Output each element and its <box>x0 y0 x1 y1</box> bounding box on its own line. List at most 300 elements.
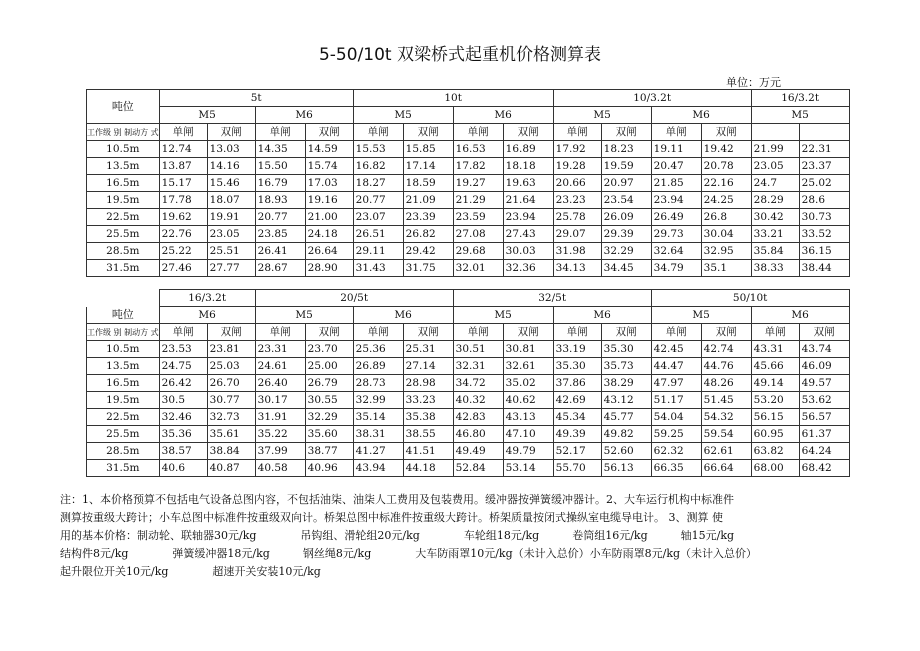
price-cell: 38.29 <box>601 375 651 392</box>
blank-cell <box>751 124 799 141</box>
price-cell: 26.49 <box>651 209 701 226</box>
price-cell: 23.70 <box>305 341 353 358</box>
single-brake-header: 单闸 <box>553 124 601 141</box>
price-cell: 23.23 <box>553 192 601 209</box>
price-cell: 35.36 <box>159 426 207 443</box>
table-row <box>87 341 850 358</box>
span-cell: 28.5m <box>87 243 160 260</box>
price-cell: 68.42 <box>799 460 849 477</box>
single-brake-header: 单闸 <box>353 324 403 341</box>
price-cell: 19.63 <box>503 175 553 192</box>
price-cell: 44.76 <box>701 358 751 375</box>
price-cell: 30.5 <box>159 392 207 409</box>
price-cell: 43.31 <box>751 341 799 358</box>
price-cell: 18.59 <box>403 175 453 192</box>
price-cell: 23.37 <box>799 158 849 175</box>
price-cell: 27.14 <box>403 358 453 375</box>
price-cell: 25.00 <box>305 358 353 375</box>
price-cell: 36.15 <box>799 243 849 260</box>
price-cell: 17.82 <box>453 158 503 175</box>
price-cell: 20.78 <box>701 158 751 175</box>
price-cell: 30.77 <box>207 392 255 409</box>
price-cell: 52.17 <box>553 443 601 460</box>
span-cell: 10.5m <box>87 341 160 358</box>
price-cell: 40.87 <box>207 460 255 477</box>
price-cell: 34.79 <box>651 260 701 277</box>
price-cell: 49.82 <box>601 426 651 443</box>
tonnage-header: 吨位 <box>87 307 160 324</box>
price-cell: 19.16 <box>305 192 353 209</box>
table-row <box>87 192 850 209</box>
table-row <box>87 260 850 277</box>
price-cell: 23.94 <box>503 209 553 226</box>
price-cell: 21.85 <box>651 175 701 192</box>
price-cell: 54.32 <box>701 409 751 426</box>
price-cell: 27.46 <box>159 260 207 277</box>
price-cell: 53.62 <box>799 392 849 409</box>
price-cell: 61.37 <box>799 426 849 443</box>
span-cell: 16.5m <box>87 175 160 192</box>
price-cell: 37.99 <box>255 443 305 460</box>
single-brake-header: 单闸 <box>453 324 503 341</box>
group-header: 10t <box>353 90 553 107</box>
price-cell: 19.28 <box>553 158 601 175</box>
price-cell: 20.47 <box>651 158 701 175</box>
price-cell: 54.04 <box>651 409 701 426</box>
price-cell: 53.20 <box>751 392 799 409</box>
table-row <box>87 443 850 460</box>
level-header: M5 <box>553 107 651 124</box>
price-cell: 35.30 <box>553 358 601 375</box>
span-cell: 13.5m <box>87 358 160 375</box>
price-cell: 42.83 <box>453 409 503 426</box>
price-cell: 28.73 <box>353 375 403 392</box>
price-cell: 63.82 <box>751 443 799 460</box>
level-header: M6 <box>353 307 453 324</box>
price-cell: 24.7 <box>751 175 799 192</box>
group-header: 16/3.2t <box>159 290 255 307</box>
price-cell: 26.40 <box>255 375 305 392</box>
price-cell: 46.80 <box>453 426 503 443</box>
brake-header-row <box>87 124 850 141</box>
level-header: M5 <box>255 307 353 324</box>
price-cell: 14.35 <box>255 141 305 158</box>
price-cell: 38.57 <box>159 443 207 460</box>
double-brake-header: 双闸 <box>701 124 751 141</box>
price-cell: 25.51 <box>207 243 255 260</box>
price-cell: 23.81 <box>207 341 255 358</box>
price-cell: 26.51 <box>353 226 403 243</box>
price-cell: 23.85 <box>255 226 305 243</box>
price-cell: 22.16 <box>701 175 751 192</box>
single-brake-header: 单闸 <box>159 324 207 341</box>
price-cell: 29.11 <box>353 243 403 260</box>
price-cell: 33.21 <box>751 226 799 243</box>
double-brake-header: 双闸 <box>403 324 453 341</box>
price-cell: 38.77 <box>305 443 353 460</box>
price-cell: 23.39 <box>403 209 453 226</box>
price-cell: 23.53 <box>159 341 207 358</box>
price-cell: 13.03 <box>207 141 255 158</box>
price-table-1 <box>86 89 850 277</box>
price-cell: 23.54 <box>601 192 651 209</box>
table-row <box>87 358 850 375</box>
note-line: 结构件8元/kg 弹簧缓冲器18元/kg 钢丝绳8元/kg 大车防雨罩10元/kg（未计入总价）小车防雨罩8元/kg（未计入总价） <box>60 547 758 560</box>
price-cell: 27.77 <box>207 260 255 277</box>
price-cell: 52.60 <box>601 443 651 460</box>
price-cell: 13.87 <box>159 158 207 175</box>
price-cell: 20.66 <box>553 175 601 192</box>
double-brake-header: 双闸 <box>799 324 849 341</box>
price-cell: 27.43 <box>503 226 553 243</box>
price-cell: 32.95 <box>701 243 751 260</box>
price-cell: 27.08 <box>453 226 503 243</box>
price-cell: 45.66 <box>751 358 799 375</box>
price-cell: 26.64 <box>305 243 353 260</box>
price-cell: 15.17 <box>159 175 207 192</box>
price-cell: 32.29 <box>601 243 651 260</box>
price-cell: 35.14 <box>353 409 403 426</box>
price-cell: 68.00 <box>751 460 799 477</box>
price-cell: 32.99 <box>353 392 403 409</box>
price-cell: 26.79 <box>305 375 353 392</box>
span-cell: 31.5m <box>87 260 160 277</box>
price-cell: 23.05 <box>207 226 255 243</box>
table-row <box>87 175 850 192</box>
price-cell: 42.74 <box>701 341 751 358</box>
price-cell: 43.12 <box>601 392 651 409</box>
price-cell: 26.8 <box>701 209 751 226</box>
single-brake-header: 单闸 <box>255 124 305 141</box>
price-cell: 24.18 <box>305 226 353 243</box>
group-header: 16/3.2t <box>751 90 849 107</box>
price-cell: 19.27 <box>453 175 503 192</box>
price-cell: 49.49 <box>453 443 503 460</box>
group-header: 32/5t <box>453 290 651 307</box>
price-cell: 45.77 <box>601 409 651 426</box>
table-row <box>87 409 850 426</box>
price-cell: 16.89 <box>503 141 553 158</box>
price-cell: 45.34 <box>553 409 601 426</box>
price-cell: 49.39 <box>553 426 601 443</box>
group-header: 10/3.2t <box>553 90 751 107</box>
price-cell: 26.70 <box>207 375 255 392</box>
price-cell: 31.91 <box>255 409 305 426</box>
price-cell: 21.00 <box>305 209 353 226</box>
price-cell: 49.79 <box>503 443 553 460</box>
price-cell: 51.17 <box>651 392 701 409</box>
group-header: 50/10t <box>651 290 849 307</box>
price-cell: 40.96 <box>305 460 353 477</box>
double-brake-header: 双闸 <box>305 324 353 341</box>
double-brake-header: 双闸 <box>701 324 751 341</box>
price-cell: 53.14 <box>503 460 553 477</box>
table-row <box>87 375 850 392</box>
price-cell: 21.29 <box>453 192 503 209</box>
price-cell: 40.6 <box>159 460 207 477</box>
price-cell: 30.42 <box>751 209 799 226</box>
price-cell: 34.45 <box>601 260 651 277</box>
price-cell: 30.03 <box>503 243 553 260</box>
level-header: M6 <box>255 107 353 124</box>
price-cell: 49.57 <box>799 375 849 392</box>
span-cell: 13.5m <box>87 158 160 175</box>
price-cell: 33.23 <box>403 392 453 409</box>
price-cell: 47.10 <box>503 426 553 443</box>
price-cell: 26.41 <box>255 243 305 260</box>
price-cell: 32.29 <box>305 409 353 426</box>
work-brake-label: 工作级 别 制动方 式 <box>87 324 160 341</box>
price-cell: 34.72 <box>453 375 503 392</box>
price-cell: 38.55 <box>403 426 453 443</box>
double-brake-header: 双闸 <box>207 324 255 341</box>
price-cell: 38.84 <box>207 443 255 460</box>
level-header: M6 <box>159 307 255 324</box>
price-cell: 56.57 <box>799 409 849 426</box>
level-header: M6 <box>453 107 553 124</box>
table-row <box>87 141 850 158</box>
price-cell: 35.73 <box>601 358 651 375</box>
price-cell: 29.39 <box>601 226 651 243</box>
double-brake-header: 双闸 <box>503 324 553 341</box>
note-line: 注：1、本价格预算不包括电气设备总图内容，不包括油柒、油柒人工费用及包装费用。缓冲器按弹簧缓冲器计。2、大车运行机构中标准件 <box>60 493 734 506</box>
price-cell: 14.59 <box>305 141 353 158</box>
price-cell: 30.81 <box>503 341 553 358</box>
price-cell: 35.38 <box>403 409 453 426</box>
price-cell: 21.64 <box>503 192 553 209</box>
price-cell: 30.55 <box>305 392 353 409</box>
single-brake-header: 单闸 <box>453 124 503 141</box>
price-cell: 16.82 <box>353 158 403 175</box>
price-cell: 21.09 <box>403 192 453 209</box>
price-cell: 26.42 <box>159 375 207 392</box>
level-header: M6 <box>651 107 751 124</box>
price-cell: 30.51 <box>453 341 503 358</box>
note-line: 测算按重级大跨计；小车总图中标准件按重级双向计。桥架总图中标准件按重级大跨计。桥架质量按闭式操纵室电缆导电计。 3、测算 使 <box>60 511 723 524</box>
price-cell: 44.47 <box>651 358 701 375</box>
price-cell: 40.32 <box>453 392 503 409</box>
price-cell: 35.61 <box>207 426 255 443</box>
price-cell: 20.77 <box>353 192 403 209</box>
price-cell: 12.74 <box>159 141 207 158</box>
double-brake-header: 双闸 <box>503 124 553 141</box>
span-cell: 31.5m <box>87 460 160 477</box>
double-brake-header: 双闸 <box>403 124 453 141</box>
span-cell: 25.5m <box>87 426 160 443</box>
level-header: M5 <box>159 107 255 124</box>
price-cell: 15.50 <box>255 158 305 175</box>
price-cell: 41.27 <box>353 443 403 460</box>
price-cell: 42.45 <box>651 341 701 358</box>
price-cell: 28.98 <box>403 375 453 392</box>
level-header: M5 <box>453 307 553 324</box>
price-cell: 17.03 <box>305 175 353 192</box>
price-cell: 32.36 <box>503 260 553 277</box>
price-cell: 20.77 <box>255 209 305 226</box>
double-brake-header: 双闸 <box>207 124 255 141</box>
price-cell: 29.68 <box>453 243 503 260</box>
price-cell: 23.31 <box>255 341 305 358</box>
price-cell: 25.78 <box>553 209 601 226</box>
price-cell: 48.26 <box>701 375 751 392</box>
price-cell: 18.18 <box>503 158 553 175</box>
price-cell: 35.02 <box>503 375 553 392</box>
price-cell: 28.29 <box>751 192 799 209</box>
group-header: 20/5t <box>255 290 453 307</box>
price-cell: 22.31 <box>799 141 849 158</box>
unit-label: 单位：万元 <box>726 76 781 89</box>
blank-cell <box>87 290 160 307</box>
price-cell: 25.22 <box>159 243 207 260</box>
price-cell: 62.32 <box>651 443 701 460</box>
price-cell: 23.59 <box>453 209 503 226</box>
price-cell: 29.73 <box>651 226 701 243</box>
notes <box>60 491 870 581</box>
price-cell: 38.44 <box>799 260 849 277</box>
price-cell: 31.75 <box>403 260 453 277</box>
price-cell: 41.51 <box>403 443 453 460</box>
price-cell: 49.14 <box>751 375 799 392</box>
price-cell: 56.15 <box>751 409 799 426</box>
price-cell: 52.84 <box>453 460 503 477</box>
price-cell: 59.54 <box>701 426 751 443</box>
price-cell: 62.61 <box>701 443 751 460</box>
price-cell: 14.16 <box>207 158 255 175</box>
price-cell: 66.35 <box>651 460 701 477</box>
price-cell: 47.97 <box>651 375 701 392</box>
price-cell: 56.13 <box>601 460 651 477</box>
price-cell: 30.73 <box>799 209 849 226</box>
price-cell: 46.09 <box>799 358 849 375</box>
price-cell: 28.67 <box>255 260 305 277</box>
span-cell: 28.5m <box>87 443 160 460</box>
price-cell: 43.13 <box>503 409 553 426</box>
price-cell: 23.05 <box>751 158 799 175</box>
price-cell: 19.91 <box>207 209 255 226</box>
price-cell: 15.53 <box>353 141 403 158</box>
level-header: M5 <box>651 307 751 324</box>
span-cell: 10.5m <box>87 141 160 158</box>
price-cell: 35.84 <box>751 243 799 260</box>
price-cell: 38.33 <box>751 260 799 277</box>
price-cell: 26.82 <box>403 226 453 243</box>
price-cell: 32.73 <box>207 409 255 426</box>
table-row <box>87 209 850 226</box>
page-title: 5-50/10t 双梁桥式起重机价格测算表 <box>318 45 601 65</box>
price-cell: 28.90 <box>305 260 353 277</box>
price-cell: 26.89 <box>353 358 403 375</box>
table-row <box>87 426 850 443</box>
price-cell: 35.1 <box>701 260 751 277</box>
level-header: M5 <box>751 107 849 124</box>
span-cell: 22.5m <box>87 409 160 426</box>
table-row <box>87 226 850 243</box>
price-cell: 18.27 <box>353 175 403 192</box>
double-brake-header: 双闸 <box>305 124 353 141</box>
price-cell: 40.62 <box>503 392 553 409</box>
price-cell: 23.94 <box>651 192 701 209</box>
span-cell: 25.5m <box>87 226 160 243</box>
price-cell: 59.25 <box>651 426 701 443</box>
price-cell: 15.46 <box>207 175 255 192</box>
price-cell: 31.43 <box>353 260 403 277</box>
price-cell: 16.79 <box>255 175 305 192</box>
price-cell: 25.02 <box>799 175 849 192</box>
price-cell: 17.14 <box>403 158 453 175</box>
price-cell: 20.97 <box>601 175 651 192</box>
table-row <box>87 158 850 175</box>
table-row <box>87 243 850 260</box>
price-cell: 43.94 <box>353 460 403 477</box>
level-header: M6 <box>553 307 651 324</box>
price-cell: 25.31 <box>403 341 453 358</box>
span-cell: 19.5m <box>87 192 160 209</box>
price-cell: 24.61 <box>255 358 305 375</box>
note-line: 起升限位开关10元/kg 超速开关安装10元/kg <box>60 565 321 578</box>
group-header: 5t <box>159 90 353 107</box>
price-cell: 51.45 <box>701 392 751 409</box>
work-brake-label: 工作级 别 制动方 式 <box>87 124 160 141</box>
price-cell: 66.64 <box>701 460 751 477</box>
price-cell: 15.85 <box>403 141 453 158</box>
tonnage-header: 吨位 <box>87 90 160 124</box>
price-cell: 43.74 <box>799 341 849 358</box>
single-brake-header: 单闸 <box>255 324 305 341</box>
price-cell: 44.18 <box>403 460 453 477</box>
price-cell: 19.11 <box>651 141 701 158</box>
price-cell: 15.74 <box>305 158 353 175</box>
price-cell: 33.52 <box>799 226 849 243</box>
price-cell: 32.46 <box>159 409 207 426</box>
price-cell: 35.22 <box>255 426 305 443</box>
price-cell: 21.99 <box>751 141 799 158</box>
table-row <box>87 392 850 409</box>
price-cell: 32.64 <box>651 243 701 260</box>
price-cell: 60.95 <box>751 426 799 443</box>
price-cell: 19.62 <box>159 209 207 226</box>
span-cell: 19.5m <box>87 392 160 409</box>
double-brake-header: 双闸 <box>601 124 651 141</box>
price-cell: 17.78 <box>159 192 207 209</box>
price-cell: 34.13 <box>553 260 601 277</box>
price-cell: 30.04 <box>701 226 751 243</box>
price-cell: 38.31 <box>353 426 403 443</box>
single-brake-header: 单闸 <box>553 324 601 341</box>
price-cell: 18.23 <box>601 141 651 158</box>
span-cell: 22.5m <box>87 209 160 226</box>
double-brake-header: 双闸 <box>601 324 651 341</box>
price-cell: 24.75 <box>159 358 207 375</box>
price-cell: 64.24 <box>799 443 849 460</box>
single-brake-header: 单闸 <box>159 124 207 141</box>
price-cell: 35.30 <box>601 341 651 358</box>
price-cell: 16.53 <box>453 141 503 158</box>
price-cell: 19.42 <box>701 141 751 158</box>
single-brake-header: 单闸 <box>353 124 403 141</box>
price-cell: 24.25 <box>701 192 751 209</box>
price-cell: 17.92 <box>553 141 601 158</box>
note-line: 用的基本价格：制动轮、联轴器30元/kg 吊钩组、滑轮组20元/kg 车轮组18元/kg 卷筒组16元/kg 轴15元/kg <box>60 529 735 542</box>
level-header: M5 <box>353 107 453 124</box>
price-cell: 42.69 <box>553 392 601 409</box>
blank-cell <box>799 124 849 141</box>
price-cell: 32.01 <box>453 260 503 277</box>
price-cell: 26.09 <box>601 209 651 226</box>
price-cell: 22.76 <box>159 226 207 243</box>
price-cell: 31.98 <box>553 243 601 260</box>
price-cell: 25.03 <box>207 358 255 375</box>
single-brake-header: 单闸 <box>751 324 799 341</box>
